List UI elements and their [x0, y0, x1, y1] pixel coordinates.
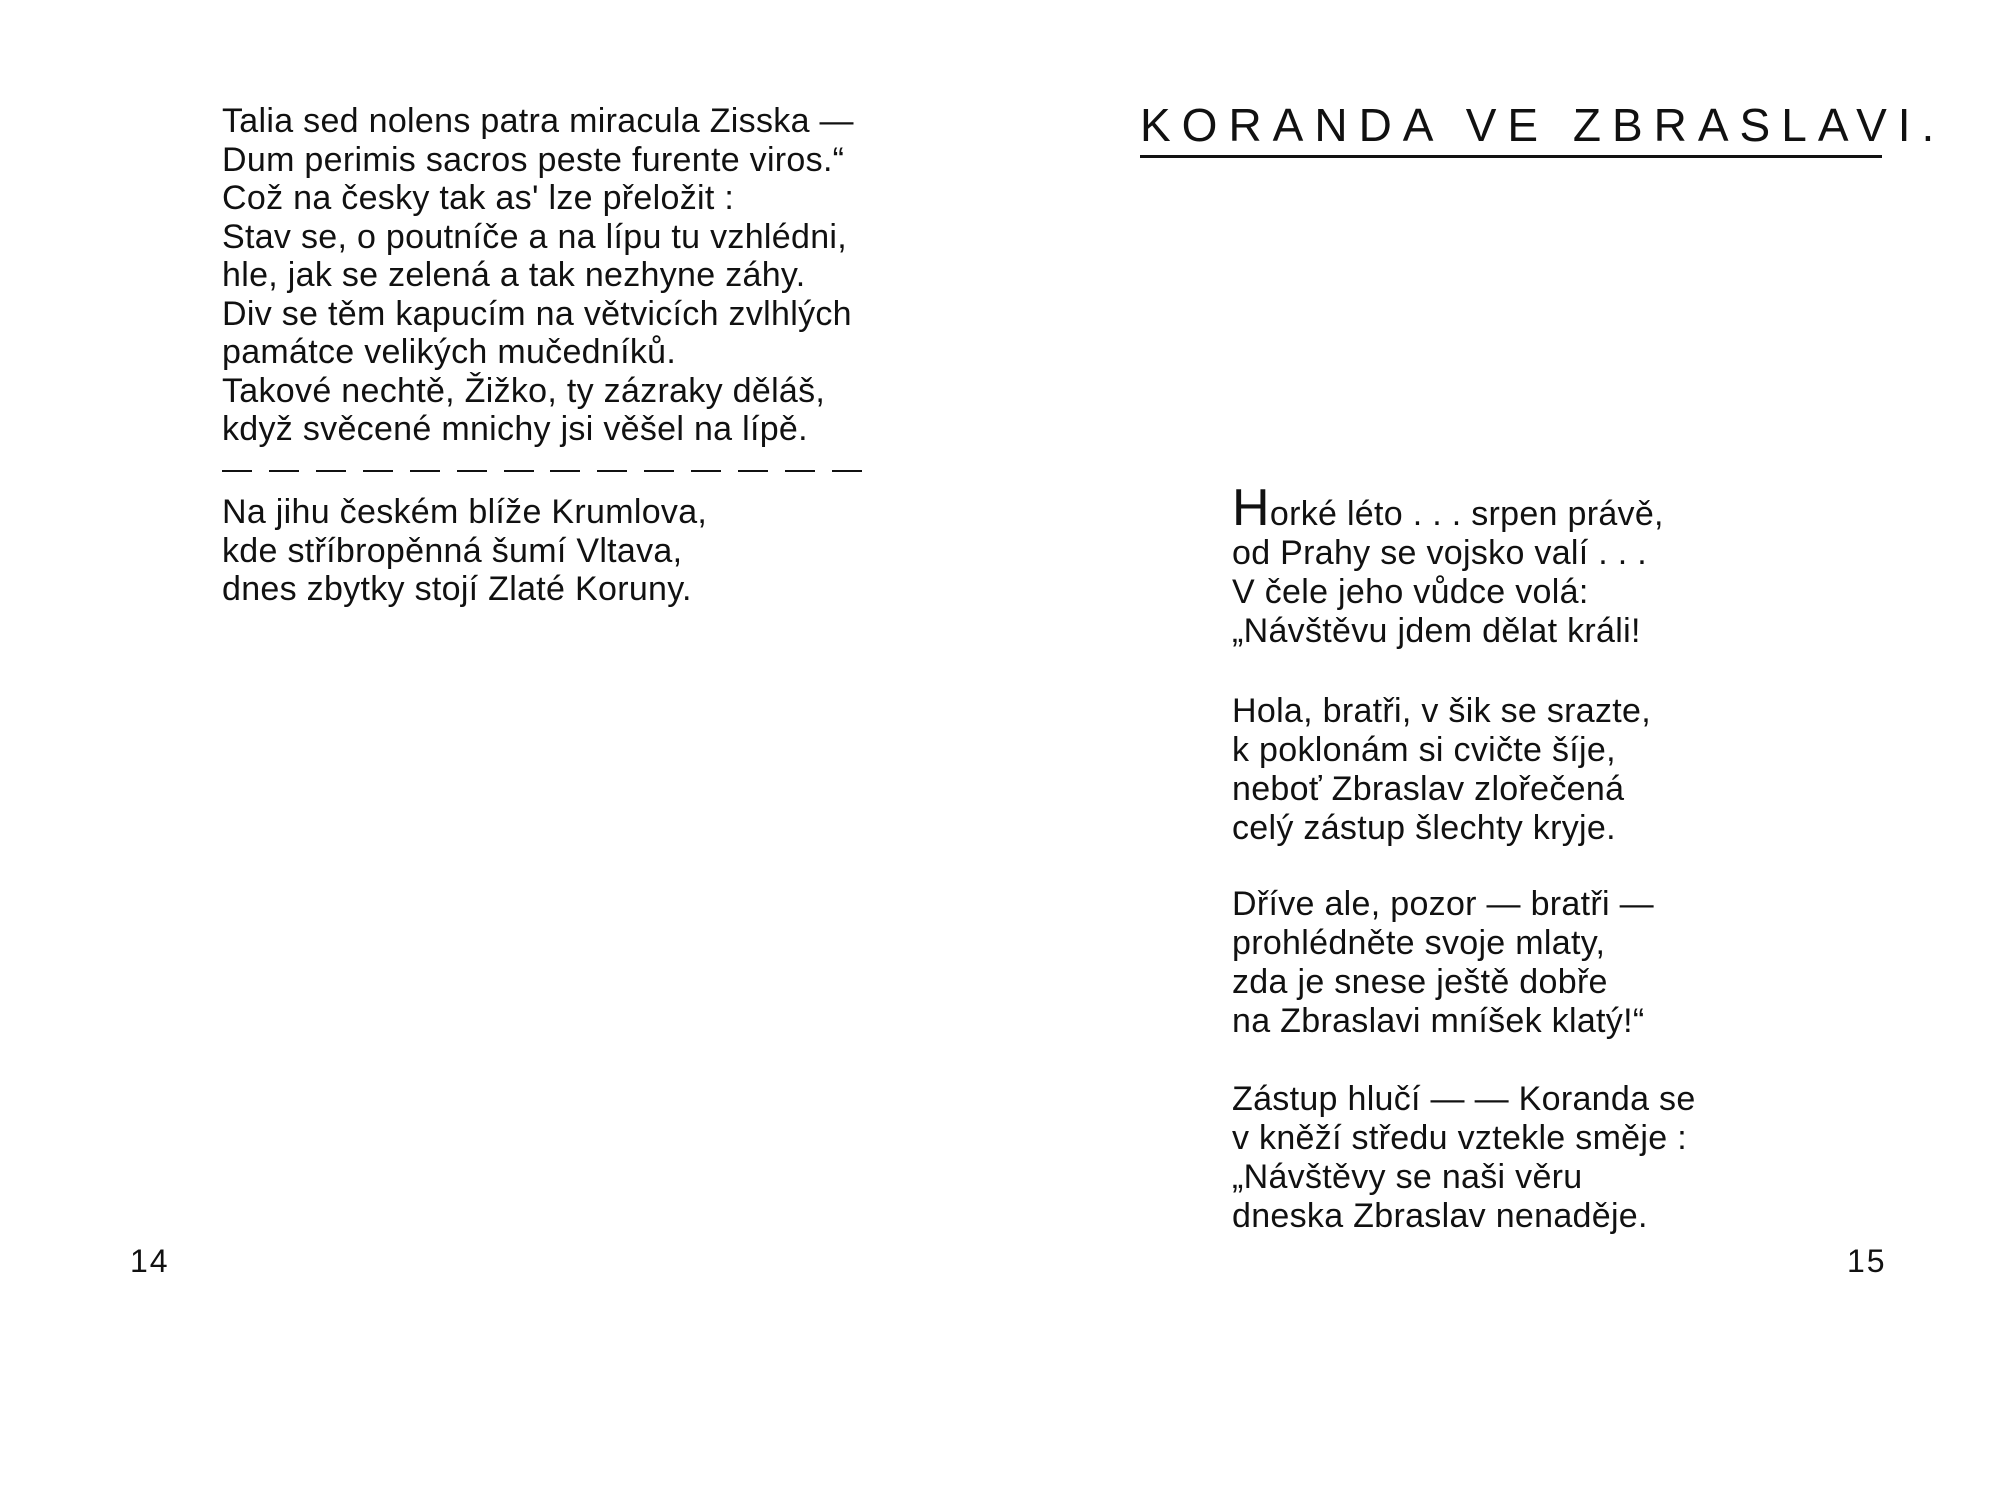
- verse-line: v kněží středu vztekle směje :: [1232, 1119, 1687, 1157]
- page-number: 14: [130, 1243, 170, 1279]
- drop-cap: H: [1232, 479, 1270, 537]
- left-page-verse: [222, 102, 854, 449]
- verse-line: k poklonám si cvičte šíje,: [1232, 731, 1616, 769]
- poem-title: KORANDA VE ZBRASLAVI.: [1140, 99, 1946, 151]
- page-number: 15: [1847, 1243, 1887, 1279]
- verse-line: Takové nechtě, Žižko, ty zázraky děláš,: [222, 371, 826, 410]
- verse-line: dnes zbytky stojí Zlaté Koruny.: [222, 570, 692, 608]
- verse-line: Stav se, o poutníče a na lípu tu vzhlédni,: [222, 217, 847, 256]
- verse-line: Což na česky tak as' lze přeložit :: [222, 179, 735, 217]
- verse-line: Talia sed nolens patra miracula Zisska —: [222, 102, 854, 140]
- stanza: [1232, 885, 1654, 1041]
- verse-line: Dříve ale, pozor — bratři —: [1232, 885, 1654, 923]
- verse-line: neboť Zbraslav zlořečená: [1232, 770, 1625, 808]
- verse-line: „Návštěvy se naši věru: [1232, 1158, 1583, 1196]
- verse-line: Div se těm kapucím na větvicích zvlhlých: [222, 294, 852, 333]
- verse-line: od Prahy se vojsko valí . . .: [1232, 534, 1647, 572]
- left-page-verse-continued: [222, 493, 707, 609]
- verse-line: „Návštěvu jdem dělat králi!: [1232, 612, 1641, 650]
- verse-line: dneska Zbraslav nenaděje.: [1232, 1197, 1648, 1235]
- verse-line: zda je snese ještě dobře: [1232, 963, 1608, 1001]
- stanza: [1232, 1080, 1696, 1236]
- verse-line: na Zbraslavi mníšek klatý!“: [1232, 1002, 1645, 1040]
- verse-line: [1232, 479, 1664, 537]
- stanza: [1232, 692, 1651, 848]
- verse-line: Zástup hlučí — — Koranda se: [1232, 1080, 1696, 1118]
- right-page: [1000, 0, 2000, 1500]
- dash-separator: [222, 470, 862, 472]
- verse-line: celý zástup šlechty kryje.: [1232, 809, 1616, 847]
- stanza: [1232, 479, 1664, 651]
- verse-line: prohlédněte svoje mlaty,: [1232, 924, 1606, 962]
- title-underline: [1140, 155, 1882, 158]
- verse-line: památce velikých mučedníků.: [222, 333, 677, 371]
- verse-line: Dum perimis sacros peste furente viros.“: [222, 140, 845, 179]
- verse-line: V čele jeho vůdce volá:: [1232, 573, 1589, 611]
- verse-line-text: orké léto . . . srpen právě,: [1269, 495, 1664, 533]
- verse-line: Hola, bratři, v šik se srazte,: [1232, 692, 1652, 730]
- verse-line: když svěcené mnichy jsi věšel na lípě.: [222, 410, 808, 448]
- verse-line: Na jihu českém blíže Krumlova,: [222, 493, 708, 531]
- verse-line: kde stříbropěnná šumí Vltava,: [222, 531, 683, 570]
- verse-line: hle, jak se zelená a tak nezhyne záhy.: [222, 256, 806, 294]
